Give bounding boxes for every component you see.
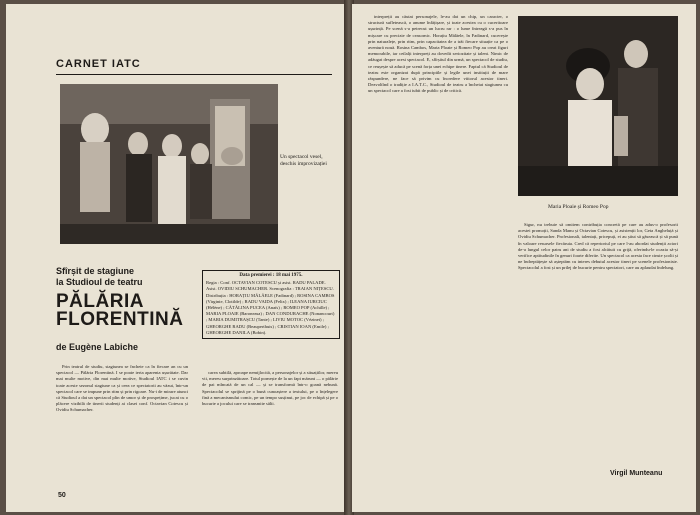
title-line-2: FLORENTINĂ (56, 309, 184, 330)
section-header: CARNET IATC (56, 58, 141, 70)
author-signature: Virgil Munteanu (610, 470, 663, 477)
photo-caption-right: Maria Ploaie și Romeo Pop (548, 204, 609, 210)
body-paragraph: carea subtilă, aproape nemijlocită, a personajelor și a situațiilor, mereu vii, mereu surprinzătoare. Totul pornește de la un fapt mărunt — o pălărie de pai mîncată de un cal — și se transformă într-o goană nebună. Spectacolul se sprijină pe o bună cunoaștere a textului, pe o înțelegere fină a mecanismului comic, pe un tempo susținut, pe joc de echipă și pe o bucurie a jocului care se transmite sălii. (202, 370, 338, 407)
body-paragraph: Prin teatrul de studiu, stagiunea se încheie ca în fiecare an cu un spectacol — Pălăria Florentină. I se poate ierta aparenta ușurătate. Dar mai multe motive, din mai multe motive, Studioul IATC i se cuvin toate aceste sezonul stagiune ca și ceea ce spectatorii au văzut, într-un spectacol care se impune prin ritm și prin rigoare. Nu-i de mirare atunci că Studioul a dat un spectacol plin de umor și de prospețime, jucat cu o plăcere vizibilă de tinerii studenți ai clasei conf. Octavian Cotescu și Ovidiu Schumacher. (56, 364, 188, 413)
body-column-1 (56, 364, 188, 486)
premiere-date: Data premierei : 18 mai 1975. (239, 273, 303, 278)
body-paragraph: interpreții au căutat personajele, le-au dat un chip, un caracter, o structură sufletească, o anume înfățișare, și toate acestea cu o cuceritoare ușurință. Pe scenă s-a petrecut un lucru rar : o lume întreagă s-a pus în mișcare cu precizie de ceasornic. Horațiu Mălăele, în Fadinard, cucerește prin naturalețe, prin ritm, prin capacitatea de a trăi fiecare situație ca pe o aventură nouă. Rosina Cambos, Maria Ploaie și Romeo Pop au creat figuri memorabile, iar ceilalți interpreți au dovedit seriozitate și talent. Nimic de adăugat despre acest spectacol. E, sfîrșitul din urmă, un spectacol de studiu, ce reușește să aducă pe scenă forța unei echipe tinere. Faptul că Studioul de teatru este organizat după principiile și legile unei instituții de mare răspundere, ne face să privim cu încredere viitorul acestor tineri. Dezvoltînd o tradiție a I.A.T.C., Studioul de teatru a încheiat stagiunea cu un spectacol care a fost iubit de public și de critică. (368, 14, 508, 94)
article-subhead (56, 266, 143, 288)
body-column-4 (518, 222, 678, 464)
header-rule (56, 74, 332, 75)
article-title (56, 293, 183, 329)
article-author: de Eugène Labiche (56, 342, 139, 352)
page-number: 50 (58, 492, 66, 499)
subhead-line-2: la Studioul de teatru (56, 277, 143, 287)
right-page (352, 4, 696, 512)
cast-box (202, 270, 340, 339)
body-paragraph: Sigur, nu trebuie să omitem contribuția concretă pe care au adus-o profesorii acestei promoții, Sanda Manu și Octavian Cotescu, și asistenții lor, Geta Angheluță și Ovidiu Schumacher. Profesionali, talentați, pricepuți, ei au știut să găsească și să pună în valoare resursele fiecăruia. Cred că repertoriul pe care l-au abordat studenții actori de-a lungul celor patru ani de studiu a fost alcătuit cu grijă, oferindu-le ocazia să-și verifice aptitudinile în genuri foarte diferite. Un spectacol ca acesta face cinste școlii și ne îndreptățește să așteptăm cu interes debutul acestor tineri pe scenele profesioniste. Spectacolul a fost și un prilej de bucurie pentru spectatori, care au aplaudat îndelung. (518, 222, 678, 271)
title-line-1: PĂLĂRIA (56, 291, 144, 312)
cast-list: Regia : Conf. OCTAVIAN COTESCU și asist. RADU PALADE. Asist. OVIDIU SCHUMACHER. Scenografia : TRAIAN NIȚESCU. Distribuția : HORAȚIU MĂLĂELE (Fadinard) ; ROSINA CAMBOS (Virginie, Clotilde) ; RADU VAIDA (Felix) ; ILEANA IURCIUC (Hélène) ; CĂTĂLINA PUCEA (Anaïs) ; ROMEO POP (Achille) ; MARIA PLOAIE (Baroneasa) ; DAN CONDURACHE (Nonancourt) ; MARIA DUMITRAȘCU (Tante) ; LIVIU MOTOC (Vézinet) ; GHEORGHE RADU (Beauperthuis) ; CRISTIAN IOAN (Emile) ; GHEORGHE DANILA (Bobin). (206, 280, 335, 335)
subhead-line-1: Sfîrșit de stagiune (56, 266, 135, 276)
photo-caption-left: Un spectacol vesel, deschis improvizației (280, 154, 327, 167)
left-page (6, 4, 346, 512)
stage-photo-left (60, 84, 278, 244)
body-column-3 (368, 14, 508, 498)
body-column-2 (202, 370, 338, 486)
stage-photo-right (518, 16, 678, 196)
